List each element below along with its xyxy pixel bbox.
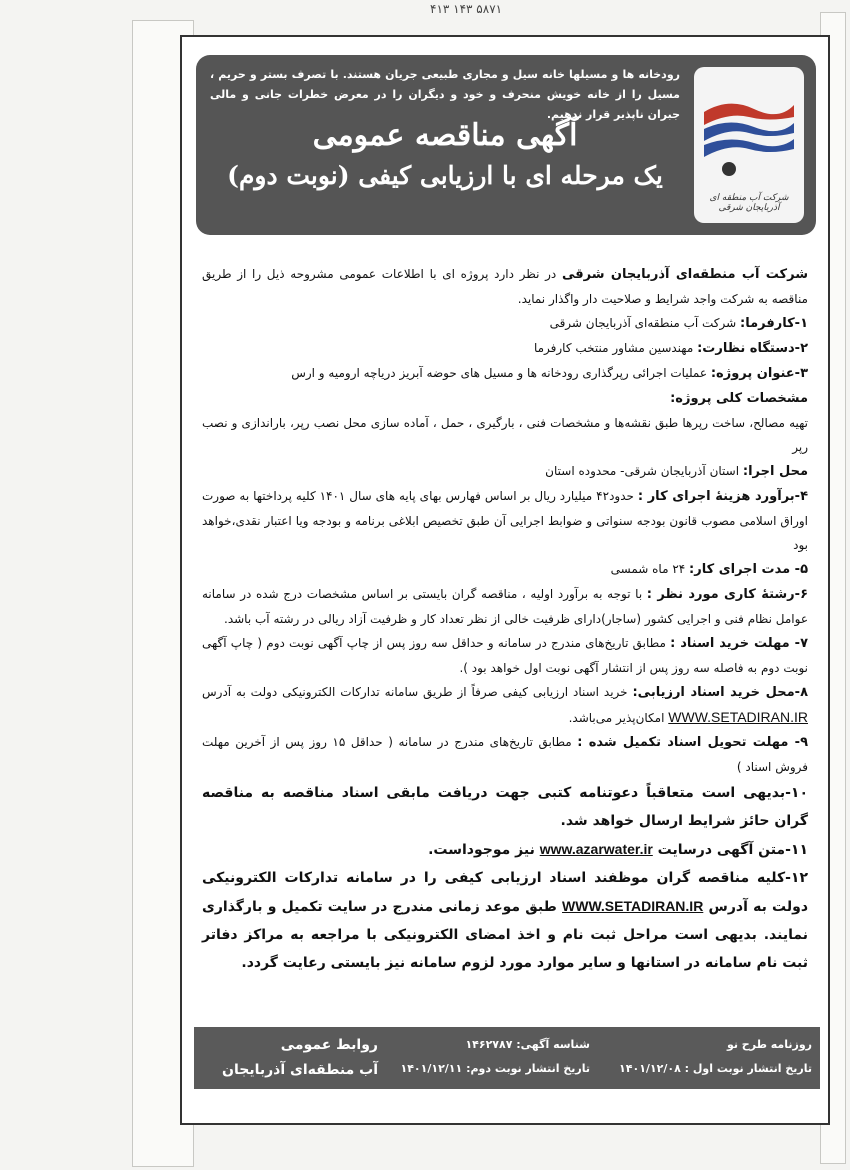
item-duration: ۵- مدت اجرای کار: ۲۴ ماه شمسی xyxy=(610,562,808,577)
footer-id-block xyxy=(400,1033,590,1081)
item-supervisor: ۲-دستگاه نظارت: مهندسین مشاور منتخب کارفرما xyxy=(533,341,808,356)
title-line-1: آگهی مناقصه عمومی xyxy=(312,118,578,153)
pr-title: روابط عمومی xyxy=(280,1037,378,1053)
ad-footer xyxy=(194,1027,820,1103)
item-cost-estimate: ۴-برآورد هزینهٔ اجرای کار : حدود۴۲ میلیارد ریال بر اساس فهارس بهای پایه های سال ۱۴۰۱ کلیه پرداختها به صورت اوراق اسلامی مصوب قانون بودجه سنواتی و ضوابط اجرایی آن طبق تخصیص ابلاغی برنامه و بودجه ویا اعتبار نقدی،خواهد بود xyxy=(202,489,809,552)
top-strip xyxy=(180,0,840,22)
item-spec-text: تهیه مصالح، ساخت رپرها طبق نقشه‌ها و مشخصات فنی ، بارگیری ، حمل ، آماده سازی محل نصب رپر، باراندازی و نصب رپر xyxy=(202,416,808,454)
item-upload-instructions: ۱۲-کلیه مناقصه گران موظفند اسناد ارزیابی کیفی را در سامانه تدارکات الکترونیکی دولت به آدرس WWW.SETADIRAN.IR طبق موعد زمانی مندرج در سایت تکمیل و بارگذاری نمایند. بدیهی است مراحل ثبت نام و اخذ امضای الکترونیکی با مراجعه به مراکز دفاتر ثبت نام سامانه در استانها و سایر موارد مورد لزوم سامانه نیز بایستی رعایت گردد. xyxy=(202,870,808,971)
title-line-2: یک مرحله ای با ارزیابی کیفی (نوبت دوم) xyxy=(227,161,663,190)
intro-paragraph: شرکت آب منطقه‌ای آذربایجان شرقی در نظر دارد پروژه ای با اطلاعات عمومی مشروحه ذیل را از طریق مناقصه به شرکت واجد شرایط و صلاحیت دار واگذار نماید. xyxy=(202,267,808,306)
newspaper-name: روزنامه طرح نو xyxy=(726,1038,812,1051)
ad-id: شناسه آگهی: ۱۴۶۲۷۸۷ xyxy=(465,1038,590,1051)
ad-body xyxy=(202,262,808,977)
logo-caption: شرکت آب منطقه ای آذربایجان شرقی xyxy=(709,193,789,213)
azarwater-link[interactable]: www.azarwater.ir xyxy=(539,841,653,857)
item-spec-label: مشخصات کلی پروژه: xyxy=(670,391,808,406)
second-publish-date: تاریخ انتشار نوبت دوم: ۱۴۰۱/۱۲/۱۱ xyxy=(400,1062,590,1075)
footer-pr-block xyxy=(208,1033,378,1108)
intro-company: شرکت آب منطقه‌ای آذربایجان شرقی xyxy=(561,267,808,282)
setadiran-link-2[interactable]: WWW.SETADIRAN.IR xyxy=(562,898,704,914)
item-invitation: ۱۰-بدیهی است متعاقباً دعوتنامه کتبی جهت دریافت مابقی اسناد مناقصه به مناقصه گران حائز شرایط ارسال خواهد شد. xyxy=(202,785,808,829)
river-warning-text: رودخانه ها و مسیلها خانه سیل و مجاری طبیعی جریان هستند. با تصرف بستر و حریم ، مسیل را از خانه خویش منحرف و خود و دیگران را در معرض خطرات جانی و مالی جبران ناپذیر قرار ندهیم. xyxy=(210,68,680,121)
ad-title xyxy=(210,115,680,195)
pr-company: آب منطقه‌ای آذربایجان شرقی xyxy=(222,1062,378,1103)
item-field: ۶-رشتهٔ کاری مورد نظر : با توجه به برآورد اولیه ، مناقصه گران بایستی بر اساس مشخصات درج شده در سامانه عوامل نظام فنی و اجرایی کشور (ساجار)دارای ظرفیت خالی از نظر تعداد کار و ظرفیت آزاد ریالی در رشته آب باشد. xyxy=(202,587,808,626)
item-purchase-deadline: ۷- مهلت خرید اسناد : مطابق تاریخ‌های مندرج در سامانه و حداقل سه روز پس از چاپ آگهی نوبت دوم ( چاپ آگهی نوبت دوم به فاصله سه روز پس از انتشار آگهی نوبت اول خواهد بود ). xyxy=(202,636,808,675)
top-strip-code: ۴۱۳ ۱۴۳ ۵۸۷۱ xyxy=(430,2,503,16)
ad-header xyxy=(196,55,816,235)
footer-newspaper-block xyxy=(619,1033,812,1081)
tender-advertisement xyxy=(180,35,830,1125)
item-purchase-location: ۸-محل خرید اسناد ارزیابی: خرید اسناد ارزیابی کیفی صرفاً از طریق سامانه تدارکات الکترونیکی دولت به آدرس WWW.SETADIRAN.IR امکان‌پذیر می‌باشد. xyxy=(202,685,808,725)
item-employer: ۱-کارفرما: شرکت آب منطقه‌ای آذربایجان شرقی xyxy=(549,316,808,331)
setadiran-link[interactable]: WWW.SETADIRAN.IR xyxy=(668,709,808,725)
item-location: محل اجرا: استان آذربایجان شرقی- محدوده استان xyxy=(545,464,808,479)
item-website: ۱۱-متن آگهی درسایت www.azarwater.ir نیز موجوداست. xyxy=(428,841,808,858)
company-logo xyxy=(694,67,804,223)
item-project-title: ۳-عنوان پروژه: عملیات اجرائی رپرگذاری رودخانه ها و مسیل های حوضه آبریز دریاچه ارومیه و ارس xyxy=(291,366,808,381)
first-publish-date: تاریخ انتشار نوبت اول : ۱۴۰۱/۱۲/۰۸ xyxy=(619,1062,812,1075)
water-wave-logo-icon xyxy=(699,77,799,187)
item-submission-deadline: ۹- مهلت تحویل اسناد تکمیل شده : مطابق تاریخ‌های مندرج در سامانه ( حداقل ۱۵ روز پس از آخرین مهلت فروش اسناد ) xyxy=(202,735,808,774)
